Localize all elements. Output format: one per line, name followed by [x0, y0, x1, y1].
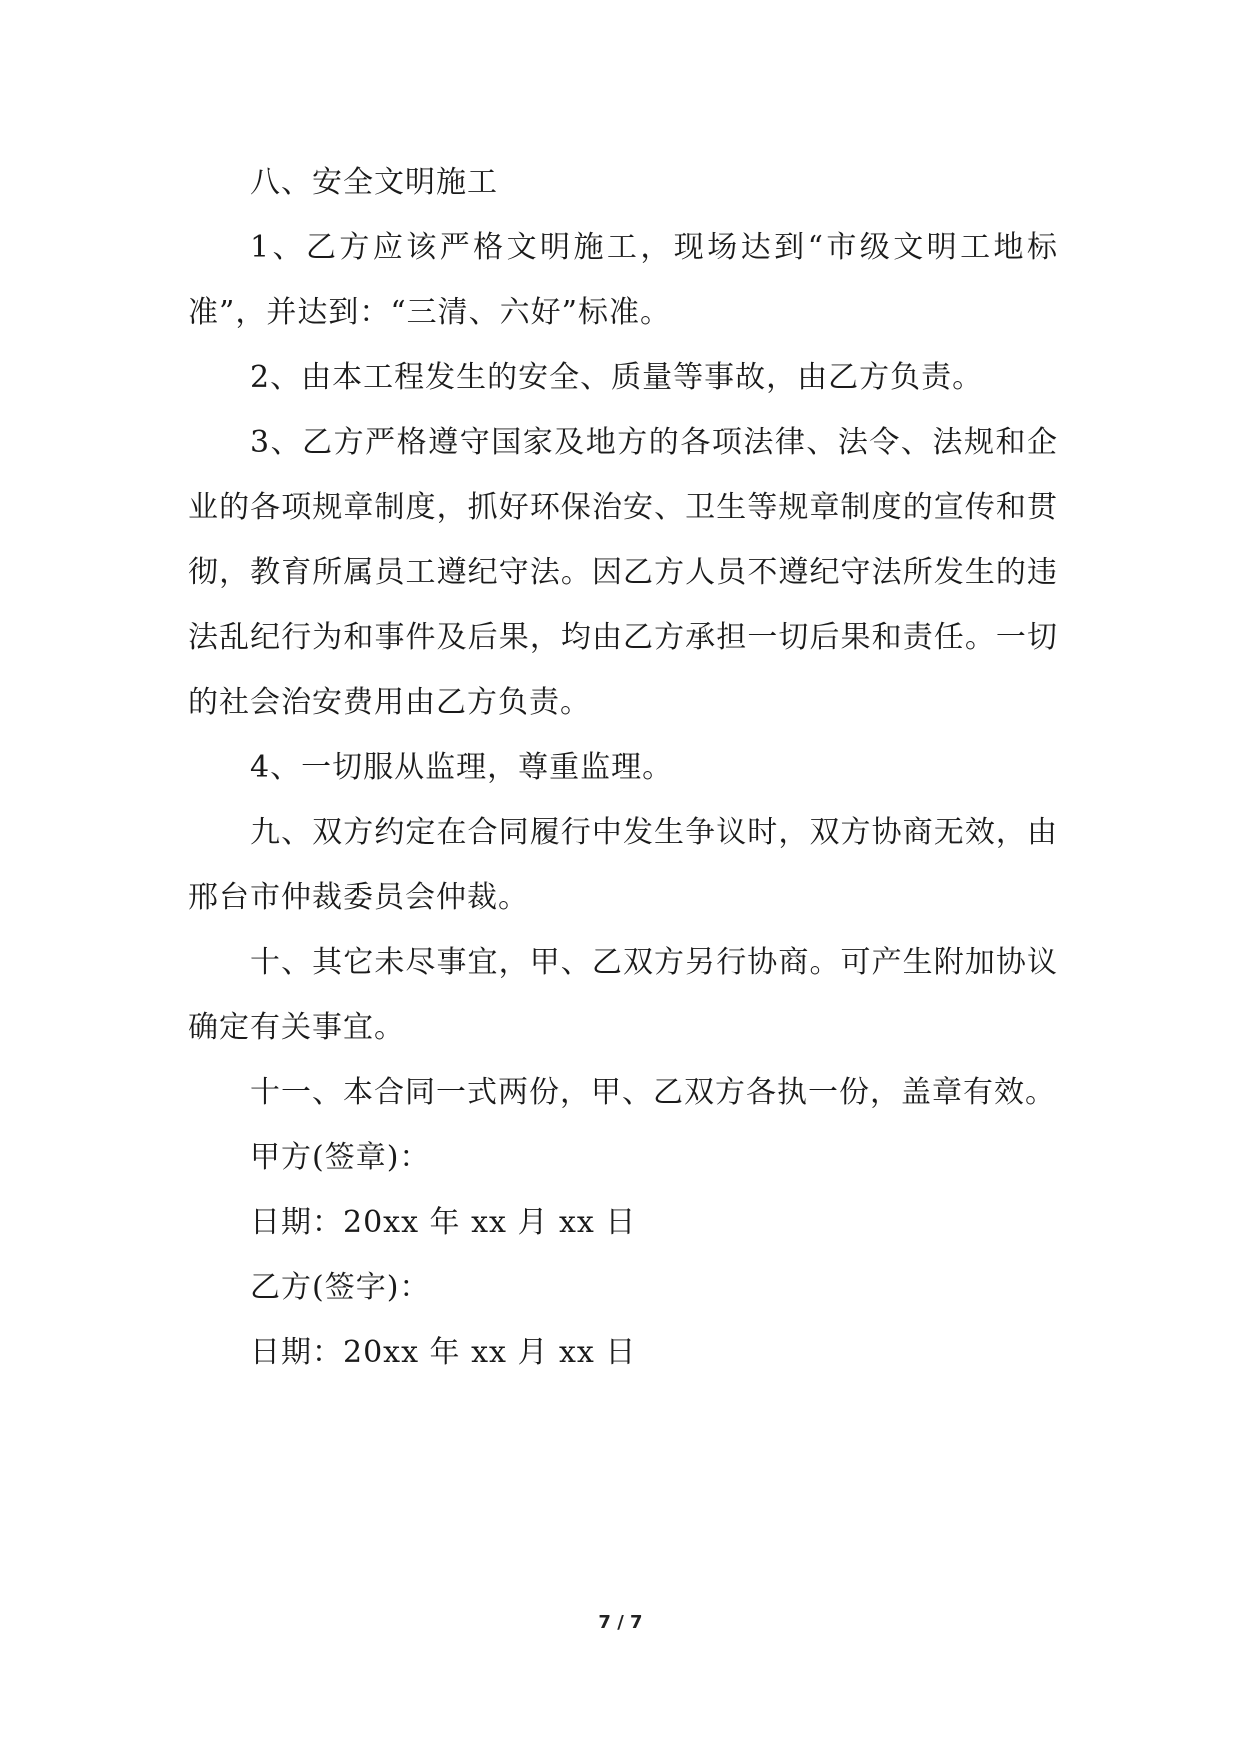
section-11-copies: 十一、本合同一式两份，甲、乙双方各执一份，盖章有效。 — [250, 1075, 1056, 1110]
clause-4-supervision: 4、一切服从监理，尊重监理。 — [250, 750, 674, 785]
section-10-other-matters: 十、其它未尽事宜，甲、乙双方另行协商。可产生附加协议确定有关事宜。 — [188, 945, 1058, 1045]
party-a-signature-label: 甲方(签章)： — [250, 1140, 431, 1175]
clause-3-legal-compliance: 3、乙方严格遵守国家及地方的各项法律、法令、法规和企业的各项规章制度，抓好环保治安、卫生等规章制度的宣传和贯彻，教育所属员工遵纪守法。因乙方人员不遵纪守法所发生的违法乱纪行为和事件及后果，均由乙方承担一切后果和责任。一切的社会治安费用由乙方负责。 — [188, 425, 1058, 720]
section-heading-safety: 八、安全文明施工 — [250, 165, 498, 200]
page-number: 7 / 7 — [598, 1612, 643, 1633]
clause-1-civilized-construction: 1、乙方应该严格文明施工，现场达到“市级文明工地标准”，并达到：“三清、六好”标准。 — [188, 230, 1058, 330]
section-9-dispute-resolution: 九、双方约定在合同履行中发生争议时，双方协商无效，由邢台市仲裁委员会仲裁。 — [188, 815, 1058, 915]
contract-body — [188, 150, 1058, 1385]
party-a-date: 日期：20xx 年 xx 月 xx 日 — [250, 1205, 637, 1240]
clause-2-accident-responsibility: 2、由本工程发生的安全、质量等事故，由乙方负责。 — [250, 360, 984, 395]
party-b-date: 日期：20xx 年 xx 月 xx 日 — [250, 1335, 637, 1370]
party-b-signature-label: 乙方(签字)： — [250, 1270, 431, 1305]
